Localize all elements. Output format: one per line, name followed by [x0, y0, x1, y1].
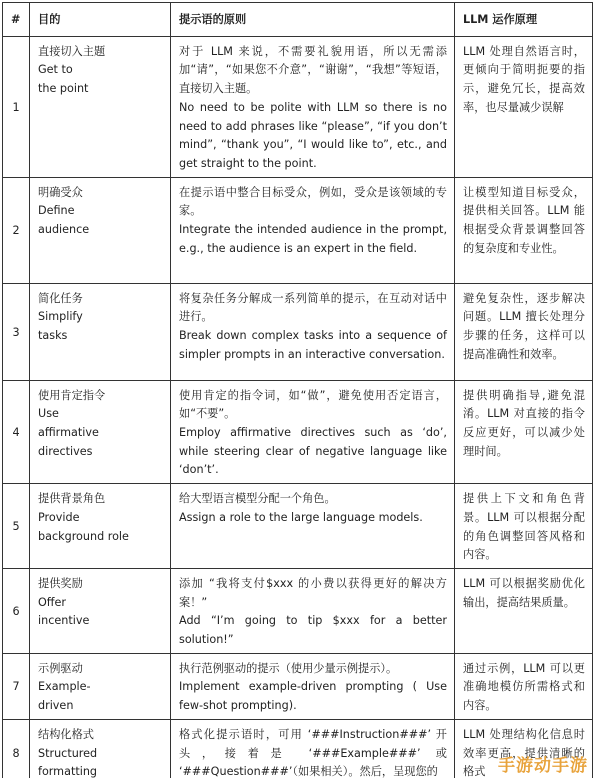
watermark-logo: 手游动手游	[498, 756, 588, 776]
principle-chinese: 使用肯定的指令词，如“做”，避免使用否定语言，如“不要”。	[179, 388, 447, 421]
goal-line: Define	[38, 204, 75, 218]
goal-line: Structured	[38, 746, 98, 760]
goal-line: 简化任务	[38, 291, 83, 305]
goal-line: Offer	[38, 595, 66, 609]
goal-cell	[30, 36, 171, 177]
goal-cell	[30, 653, 171, 719]
table-row	[3, 484, 593, 569]
principle-chinese: 将复杂任务分解成一系列简单的提示，在互动对话中进行。	[179, 291, 447, 324]
goal-line: Use	[38, 407, 59, 421]
llm-mechanism-cell: 让模型知道目标受众，提供相关回答。LLM 能根据受众背景调整回答的复杂度和专业性。	[455, 177, 593, 283]
goal-line: 示例驱动	[38, 661, 83, 675]
goal-line: formatting	[38, 765, 98, 778]
principle-chinese: 对于 LLM 来说，不需要礼貌用语，所以无需添加“请”，“如果您不介意”，“谢谢”，“我想”等短语，直接切入主题。	[179, 44, 447, 96]
goal-line: 直接切入主题	[38, 44, 106, 58]
header-principle: 提示语的原则	[171, 3, 455, 37]
goal-line: the point	[38, 82, 89, 96]
principle-english: Add “I’m going to tip $xxx for a better solution!”	[179, 614, 447, 647]
llm-mechanism-cell: 避免复杂性，逐步解决问题。LLM 擅长处理分步骤的任务，这样可以提高准确性和效率。	[455, 283, 593, 380]
principle-english: Assign a role to the large language models.	[179, 510, 423, 524]
goal-line: Example-	[38, 680, 91, 694]
llm-mechanism-cell: 通过示例，LLM 可以更准确地模仿所需格式和内容。	[455, 653, 593, 719]
llm-mechanism-cell: LLM 可以根据奖励优化输出，提高结果质量。	[455, 568, 593, 653]
row-number: 7	[3, 653, 30, 719]
row-number: 2	[3, 177, 30, 283]
header-number: #	[3, 3, 30, 37]
table-row	[3, 177, 593, 283]
goal-line: 提供奖励	[38, 576, 83, 590]
goal-line: background role	[38, 529, 129, 543]
goal-cell	[30, 484, 171, 569]
goal-line: incentive	[38, 614, 90, 628]
goal-cell	[30, 380, 171, 484]
goal-cell	[30, 568, 171, 653]
header-llm-mechanism: LLM 运作原理	[455, 3, 593, 37]
goal-cell	[30, 283, 171, 380]
goal-line: 明确受众	[38, 185, 83, 199]
goal-line: 使用肯定指令	[38, 388, 106, 402]
llm-mechanism-cell: 提供明确指导,避免混淆。LLM 对直接的指令反应更好，可以减少处理时间。	[455, 380, 593, 484]
goal-line: affirmative	[38, 426, 99, 440]
principle-cell	[171, 36, 455, 177]
principle-english: Implement example-driven prompting ( Use few-shot prompting).	[179, 680, 447, 713]
table-row	[3, 653, 593, 719]
table-row	[3, 568, 593, 653]
llm-mechanism-cell: 提供上下文和角色背景。LLM 可以根据分配的角色调整回答风格和内容。	[455, 484, 593, 569]
principle-chinese: 给大型语言模型分配一个角色。	[179, 492, 336, 506]
row-number: 3	[3, 283, 30, 380]
llm-mechanism-cell: LLM 处理结构化信息时效率更高，提供清晰的格式	[455, 719, 593, 778]
row-number: 5	[3, 484, 30, 569]
principle-chinese: 执行范例驱动的提示（使用少量示例提示）。	[179, 661, 398, 675]
principle-cell	[171, 719, 455, 778]
principle-cell	[171, 653, 455, 719]
table-row	[3, 283, 593, 380]
goal-cell	[30, 177, 171, 283]
llm-mechanism-cell: LLM 处理自然语言时，更倾向于简明扼要的指示，避免冗长，提高效率，也尽量减少误解	[455, 36, 593, 177]
goal-line: Provide	[38, 510, 80, 524]
principle-chinese: 格式化提示语时，可用 ‘###Instruction###’ 开头，接着是 ‘###Example###’ 或 ‘###Question###’（如果相关）。然后，呈现您的	[179, 727, 447, 778]
principle-cell	[171, 484, 455, 569]
principle-cell	[171, 568, 455, 653]
goal-cell	[30, 719, 171, 778]
row-number: 8	[3, 719, 30, 778]
header-goal: 目的	[30, 3, 171, 37]
principle-chinese: 添加 “我将支付$xxx 的小费以获得更好的解决方案！”	[179, 576, 447, 609]
goal-line: audience	[38, 223, 90, 237]
goal-line: directives	[38, 444, 93, 458]
principle-cell	[171, 380, 455, 484]
principle-cell	[171, 177, 455, 283]
principle-english: No need to be polite with LLM so there is no need to add phrases like “please”, “if you don’t mind”, “thank you”, “I would like to”, etc., and get straight to the point.	[179, 100, 447, 170]
prompt-principles-table	[2, 2, 593, 778]
goal-line: tasks	[38, 329, 68, 343]
table-row	[3, 380, 593, 484]
row-number: 1	[3, 36, 30, 177]
goal-line: 提供背景角色	[38, 492, 106, 506]
goal-line: Simplify	[38, 310, 83, 324]
goal-line: driven	[38, 699, 74, 713]
goal-line: Get to	[38, 63, 73, 77]
principle-english: Integrate the intended audience in the prompt, e.g., the audience is an expert in the field.	[179, 223, 447, 255]
table-header-row	[3, 3, 593, 37]
goal-line: 结构化格式	[38, 727, 94, 741]
principle-chinese: 在提示语中整合目标受众，例如，受众是该领域的专家。	[179, 185, 447, 218]
table-row	[3, 36, 593, 177]
principle-english: Break down complex tasks into a sequence of simpler prompts in an interactive conversation.	[179, 329, 447, 361]
row-number: 6	[3, 568, 30, 653]
principle-cell	[171, 283, 455, 380]
principle-english: Employ affirmative directives such as ‘do’, while steering clear of negative language like ‘don’t’.	[179, 426, 447, 477]
row-number: 4	[3, 380, 30, 484]
